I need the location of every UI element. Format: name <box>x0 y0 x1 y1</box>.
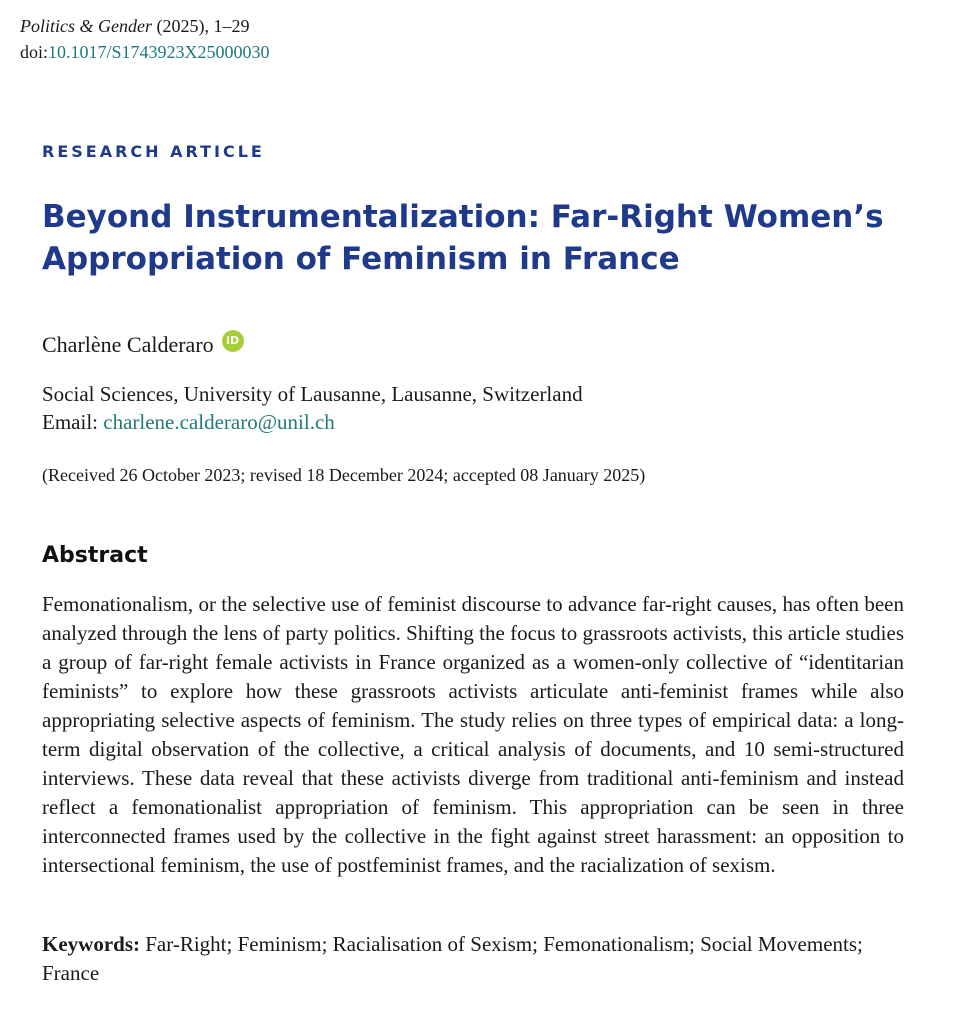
article-title-line-2: Appropriation of Feminism in France <box>42 241 680 277</box>
doi-line <box>20 40 270 64</box>
email-label: Email: <box>42 410 104 434</box>
author-affiliation: Social Sciences, University of Lausanne, Lausanne, Switzerland <box>42 382 583 406</box>
article-dates: (Received 26 October 2023; revised 18 December 2024; accepted 08 January 2025) <box>42 465 646 485</box>
author-row <box>42 332 244 358</box>
email-row <box>42 408 335 436</box>
journal-details: (2025), 1–29 <box>151 16 250 36</box>
keywords-label: Keywords: <box>42 932 140 956</box>
abstract-heading: Abstract <box>42 543 148 568</box>
keywords <box>42 930 904 988</box>
article-type-label: RESEARCH ARTICLE <box>42 142 265 161</box>
author-name: Charlène Calderaro <box>42 332 214 357</box>
keywords-values: Far-Right; Feminism; Racialisation of Sexism; Femonationalism; Social Movements; France <box>42 932 863 985</box>
abstract-text: Femonationalism, or the selective use of feminist discourse to advance far-right causes, has often been analyzed through the lens of party politics. Shifting the focus to grassroots activists, this article studies a group of far-right female activists in France organized as a women-only collective of “identitarian feminists” to explore how these grassroots activists articulate anti-feminist frames while also appropriating selective aspects of feminism. The study relies on three types of empirical data: a long-term digital observation of the collective, a critical analysis of documents, and 10 semi-structured interviews. These data reveal that these activists diverge from traditional anti-feminism and instead reflect a femonationalist appropriation of feminism. This appropriation can be seen in three interconnected frames used by the collective in the fight against street harassment: an opposition to intersectional feminism, the use of postfeminist frames, and the racialization of sexism. <box>42 592 904 877</box>
doi-link[interactable]: 10.1017/S1743923X25000030 <box>48 42 270 62</box>
doi-prefix: doi: <box>20 42 49 62</box>
article-title <box>42 196 922 280</box>
email-link[interactable]: charlene.calderaro@unil.ch <box>103 410 335 434</box>
journal-name: Politics & Gender <box>20 16 152 36</box>
journal-citation <box>20 14 249 38</box>
article-title-line-1: Beyond Instrumentalization: Far-Right Women’s <box>42 199 884 235</box>
orcid-icon[interactable]: iD <box>222 330 244 352</box>
